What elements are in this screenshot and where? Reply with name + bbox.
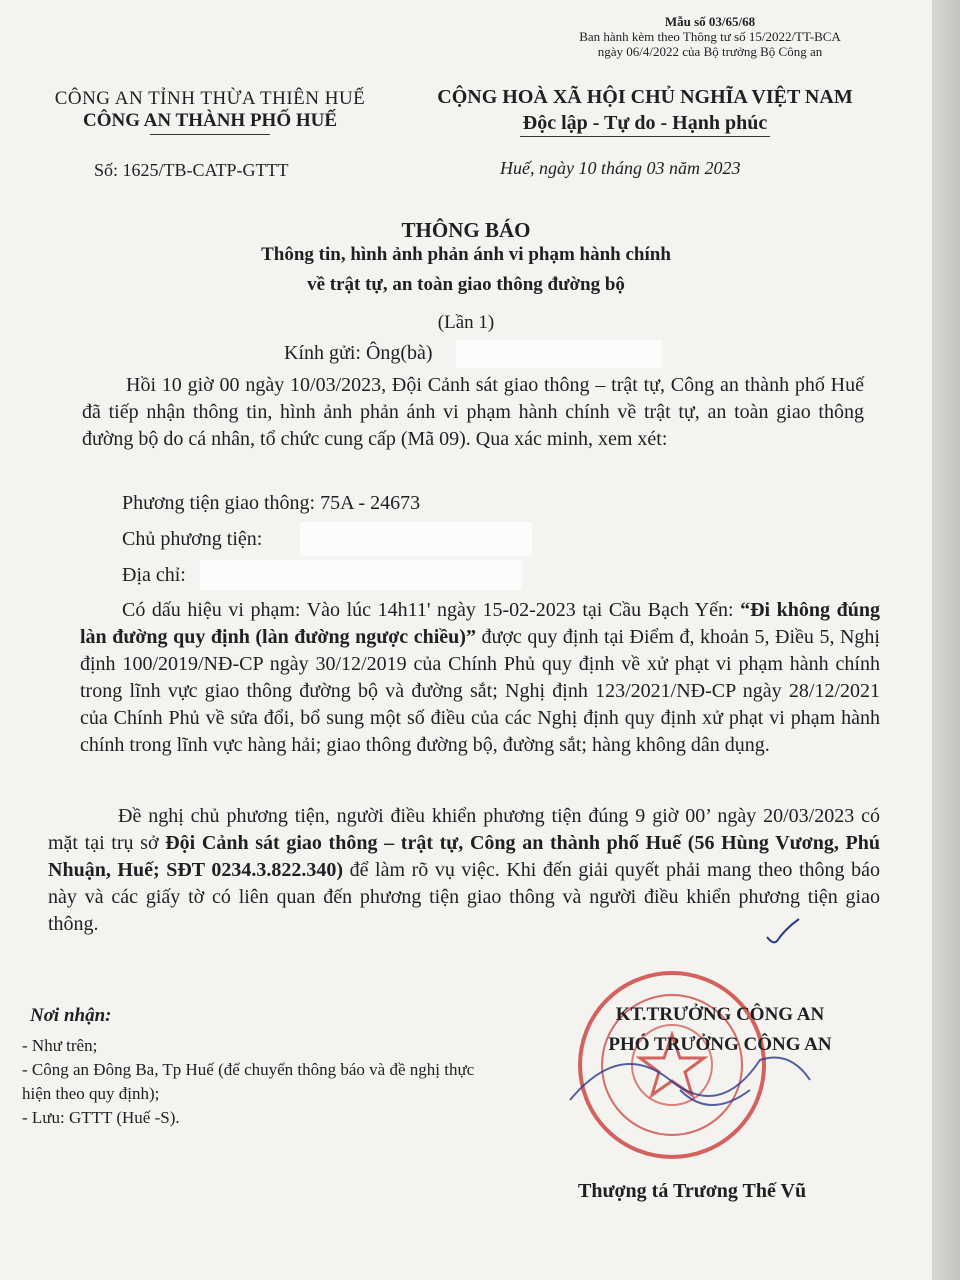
redacted-address [200,560,522,590]
document-number: Số: 1625/TB-CATP-GTTT [94,160,289,180]
recipients-list [22,1034,502,1130]
request-office: Đội Cảnh sát giao thông – trật tự, Công an thành phố Huế (56 Hùng Vương, Phú Nhuận, Huế; SĐT 0234.3.822.340) [48,832,881,881]
pen-tick-mark [765,915,805,950]
form-number: Mẫu số 03/65/68 [664,14,756,29]
redacted-name [456,340,662,368]
intro-paragraph: Hồi 10 giờ 00 ngày 10/03/2023, Đội Cảnh sát giao thông – trật tự, Công an thành phố Huế đã tiếp nhận thông tin, hình ảnh phản ánh vi phạm hành chính về trật tự, an toàn giao thông đường bộ do cá nhân, tổ chức cung cấp (Mã 09). Qua xác minh, xem xét: [82,374,864,450]
recipients-title: Nơi nhận: [30,1005,112,1026]
document-title: THÔNG BÁO [401,218,531,242]
motto-underline [520,136,770,137]
vehicle-owner-label: Chủ phương tiện: [122,528,263,550]
nation-name: CỘNG HOÀ XÃ HỘI CHỦ NGHĨA VIỆT NAM [437,86,853,108]
recipient-item: - Lưu: GTTT (Huế -S). [22,1108,180,1127]
form-reference-line2: Ban hành kèm theo Thông tư số 15/2022/TT-BCA [579,29,841,44]
form-reference-line3: ngày 06/4/2022 của Bộ trưởng Bộ Công an [597,44,823,59]
place-date: Huế, ngày 10 tháng 03 năm 2023 [500,158,741,178]
violation-offense: “Đi không đúng làn đường quy định (làn đường ngược chiều)” [80,599,880,648]
signer-name: Thượng tá Trương Thế Vũ [578,1180,807,1202]
edition-label: (Lần 1) [437,312,495,333]
document-subtitle-1: Thông tin, hình ảnh phản ánh vi phạm hành chính [261,244,671,265]
recipient-item: - Như trên; [22,1036,98,1055]
agency-header [20,88,400,135]
background-edge [932,0,960,1280]
recipient-label: Kính gửi: Ông(bà) [284,342,433,364]
agency-underline [150,134,270,135]
request-part1: Đề nghị chủ phương tiện, người điều khiển phương tiện đúng 9 giờ 00’ ngày 20/03/2023 có mặt tại trụ sở [48,805,880,854]
handwritten-signature [560,1020,820,1130]
form-reference [540,14,880,59]
violation-intro: Có dấu hiệu vi phạm: Vào lúc 14h11' ngày 15-02-2023 tại Cầu Bạch Yến: [122,599,741,621]
request-paragraph [48,803,880,938]
address-label: Địa chỉ: [122,564,186,586]
violation-paragraph [80,597,880,759]
document-subtitle-2: về trật tự, an toàn giao thông đường bộ [307,274,625,295]
signer-role-2: PHÓ TRƯỞNG CÔNG AN [608,1034,832,1055]
request-part2: để làm rõ vụ việc. Khi đến giải quyết phải mang theo thông báo này và các giấy tờ có liên quan đến phương tiện giao thông và người điều khiển phương tiện giao thông. [48,859,881,935]
vehicle-plate: Phương tiện giao thông: 75A - 24673 [122,492,421,514]
signer-role-1: KT.TRƯỞNG CÔNG AN [615,1004,825,1025]
violation-legal: được quy định tại Điểm đ, khoản 5, Điều 5, Nghị định 100/2019/NĐ-CP ngày 30/12/2019 của Chính Phủ quy định về xử phạt vi phạm hành chính trong lĩnh vực giao thông đường bộ và đường sắt; Nghị định 123/2021/NĐ-CP ngày 28/12/2021 của Chính Phủ về sửa đổi, bổ sung một số điều của các Nghị định quy định xử phạt vi phạm hành chính trong lĩnh vực hàng hải; giao thông đường bộ, đường sắt; hàng không dân dụng. [80,626,880,756]
agency-name: CÔNG AN THÀNH PHỐ HUẾ [82,110,338,131]
nation-motto: Độc lập - Tự do - Hạnh phúc [522,112,768,134]
recipient-item: - Công an Đông Ba, Tp Huế (để chuyển thông báo và đề nghị thực hiện theo quy định); [22,1060,475,1103]
national-header [400,84,890,137]
redacted-owner [300,522,532,556]
parent-agency: CÔNG AN TỈNH THỪA THIÊN HUẾ [54,88,366,109]
